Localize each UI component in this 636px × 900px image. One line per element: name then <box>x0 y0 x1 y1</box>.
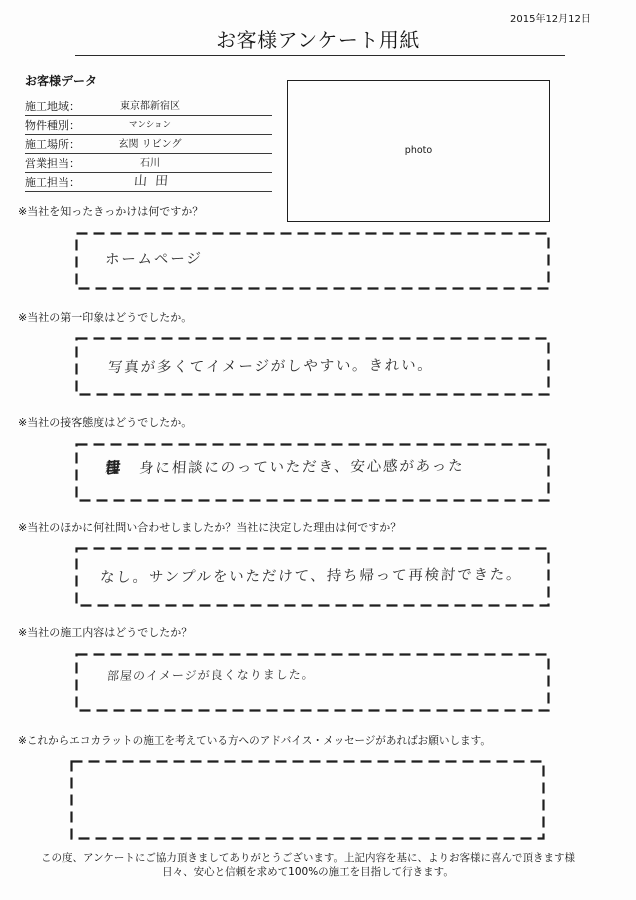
answer-4-handwritten: なし。サンプルをいただけて、持ち帰って再検討できた。 <box>99 567 523 586</box>
page-title: お客様アンケート用紙 <box>216 28 420 52</box>
crossed-out-character <box>121 459 138 475</box>
answer-box-3 <box>75 443 550 502</box>
photo-label: photo <box>404 145 433 156</box>
answer-3-handwritten <box>104 456 465 479</box>
dashed-border-rect <box>72 762 544 839</box>
question-6: ※これからエコカラットの施工を考えている方へのアドバイス・メッセージがあればお願いします。 <box>18 735 491 747</box>
answer-1-handwritten: ホームページ <box>104 251 204 268</box>
footer-line-2: 日々、安心と信頼を求めて100%の施工を目指して行きます。 <box>162 866 454 878</box>
question-2: ※当社の第一印象はどうでしたか。 <box>18 311 193 324</box>
answer-3-start: 親 <box>104 460 122 477</box>
answer-box-2 <box>75 337 550 396</box>
photo-placeholder <box>287 80 550 222</box>
survey-date: 2015年12月12日 <box>510 14 591 25</box>
question-5: ※当社の施工内容はどうでしたか？ <box>18 626 193 639</box>
answer-box-5 <box>75 653 550 712</box>
answer-box-4 <box>75 547 550 607</box>
answer-box-1 <box>75 232 550 290</box>
dashed-border <box>70 760 545 840</box>
installer-label: 施工担当： <box>25 176 80 189</box>
answer-box-6 <box>70 760 545 840</box>
sales-rep-value: 石川 <box>140 158 160 169</box>
title-underline <box>75 55 565 56</box>
footer-line-1: この度、アンケートにご協力頂きましてありがとうございます。上記内容を基に、よりお客様に喜んで頂きます様 <box>40 852 576 864</box>
construction-area-value: 東京都新宿区 <box>120 101 180 112</box>
construction-location-label: 施工場所： <box>25 138 80 151</box>
customer-data-heading: お客様データ <box>25 74 98 88</box>
answer-3-rest: 身に相談にのっていただき、安心感があった <box>138 458 465 477</box>
construction-area-label: 施工地域： <box>25 100 80 113</box>
answer-5-handwritten: 部屋のイメージが良くなりました。 <box>106 667 316 683</box>
question-1: ※当社を知ったきっかけは何ですか？ <box>18 205 204 218</box>
answer-2-handwritten: 写真が多くてイメージがしやすい。きれい。 <box>107 357 435 376</box>
customer-data-row <box>25 135 272 154</box>
construction-location-value: 玄関 リビング <box>118 139 182 150</box>
installer-value-handwritten: 山田 <box>133 174 177 189</box>
question-3: ※当社の接客態度はどうでしたか。 <box>18 416 193 429</box>
customer-data-table <box>25 97 272 192</box>
property-type-value: マンション <box>128 120 172 130</box>
sales-rep-label: 営業担当： <box>25 157 80 170</box>
question-4: ※当社のほかに何社問い合わせしましたか？当社に決定した理由は何ですか？ <box>18 521 402 534</box>
customer-data-row <box>25 154 272 173</box>
customer-data-row <box>25 97 272 116</box>
customer-data-row <box>25 173 272 192</box>
customer-data-row <box>25 116 272 135</box>
property-type-label: 物件種別： <box>25 119 80 132</box>
